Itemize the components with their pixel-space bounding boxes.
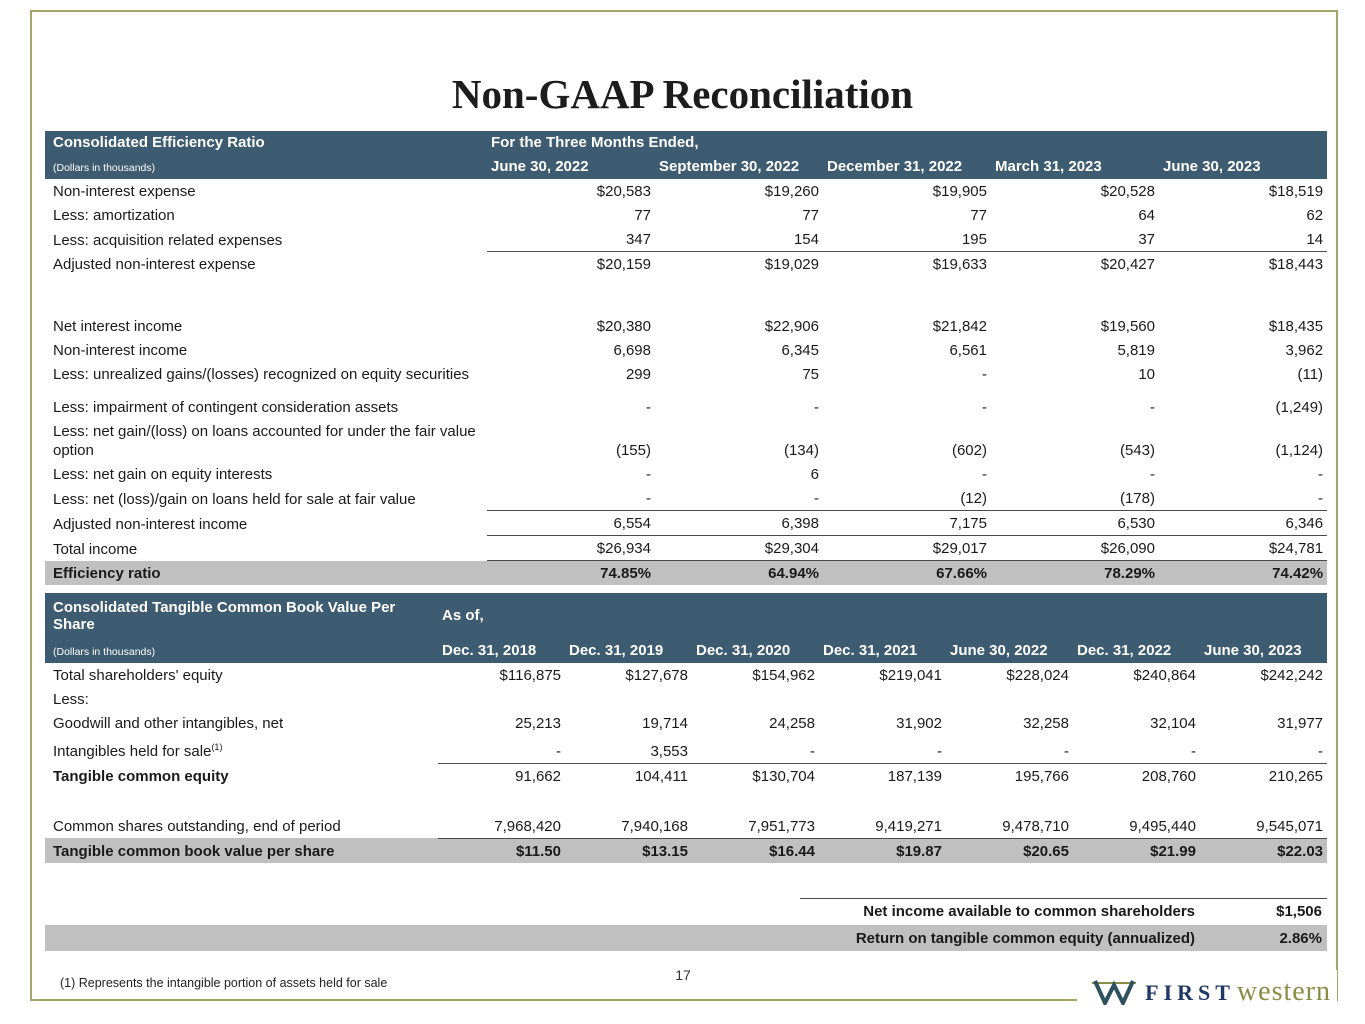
row-value: 210,265 (1268, 767, 1324, 785)
row-value: 208,760 (1141, 767, 1196, 785)
row-value: $228,024 (1006, 667, 1069, 684)
row-value: $16.44 (692, 838, 819, 863)
column-header: March 31, 2023 (991, 154, 1159, 179)
row-value: (1,249) (1275, 399, 1324, 416)
table-row (45, 419, 1327, 462)
row-label: Less: net (loss)/gain on loans held for sale at fair value (53, 490, 416, 508)
row-value: - (438, 735, 565, 763)
first-western-w-icon (1091, 979, 1137, 1005)
row-value: - (1200, 735, 1327, 763)
row-label: Intangibles held for sale$^{(1)}$ (53, 742, 223, 760)
row-value: 9,495,440 (1073, 814, 1200, 839)
column-header: Dec. 31, 2020 (692, 638, 819, 663)
row-value (946, 687, 1073, 711)
row-value: (134) (783, 442, 819, 459)
row-value: 6,345 (781, 342, 819, 359)
row-value: 6,554 (487, 511, 655, 536)
spacer-row (45, 788, 1327, 814)
row-label: Efficiency ratio (45, 561, 487, 586)
row-value: $242,242 (1260, 667, 1324, 684)
row-value: - (819, 735, 946, 763)
row-value: $127,678 (625, 667, 688, 684)
row-label: Total income (53, 540, 138, 558)
table-row (45, 486, 1327, 511)
row-value: $22,906 (764, 318, 819, 335)
rotce-value: 2.86% (1279, 929, 1322, 947)
table-row (45, 462, 1327, 486)
column-header: June 30, 2022 (946, 638, 1073, 663)
row-value: 104,411 (634, 767, 688, 785)
period-header: As of, (438, 593, 1327, 638)
row-value: 64.94% (655, 561, 823, 586)
row-value: $29,017 (823, 536, 991, 561)
row-value: $19,905 (932, 183, 987, 200)
row-value: 347 (487, 227, 655, 252)
row-value: 6,346 (1159, 511, 1327, 536)
table-row (45, 788, 1327, 814)
column-header-row (45, 154, 1327, 179)
row-value: 75 (802, 366, 819, 383)
row-value: - (487, 486, 655, 511)
row-value: $19,260 (764, 183, 819, 200)
row-value: 77 (970, 207, 987, 224)
row-value: 32,104 (1150, 715, 1196, 732)
table-row (45, 252, 1327, 277)
row-value: 74.85% (487, 561, 655, 586)
row-value: $130,704 (752, 767, 815, 785)
row-label: Less: net gain/(loss) on loans accounted for under the fair value option (53, 423, 476, 459)
row-label: Adjusted non-interest income (53, 515, 248, 533)
row-value: - (1150, 399, 1155, 416)
row-value: 6,561 (949, 342, 987, 359)
row-label: Tangible common equity (53, 767, 229, 785)
row-value: 14 (1159, 227, 1327, 252)
efficiency-ratio-table (45, 131, 1327, 585)
column-header-row (45, 638, 1327, 663)
row-value: 195 (823, 227, 991, 252)
row-value: 62 (1306, 207, 1324, 224)
row-label: Common shares outstanding, end of period (53, 818, 341, 835)
table-row (45, 687, 1327, 711)
row-value: 32,258 (1023, 715, 1069, 732)
row-value: $29,304 (655, 536, 823, 561)
row-value: $11.50 (438, 838, 565, 863)
footnote: (1) Represents the intangible portion of assets held for sale (60, 976, 388, 990)
row-value (819, 687, 946, 711)
logo-text-western: western (1236, 976, 1331, 1007)
row-value: 9,478,710 (946, 814, 1073, 839)
column-header: Dec. 31, 2018 (438, 638, 565, 663)
row-value: - (1159, 486, 1327, 511)
row-value: $21,842 (932, 318, 987, 335)
row-label: Less: acquisition related expenses (53, 231, 283, 249)
net-income-value: $1,506 (1276, 903, 1322, 920)
row-label: Less: unrealized gains/(losses) recognized on equity securities (53, 366, 470, 383)
table-row (45, 203, 1327, 227)
column-header: June 30, 2023 (1159, 154, 1327, 179)
row-value: 6,698 (613, 342, 651, 359)
row-value: - (1150, 466, 1155, 483)
row-value: $18,443 (1268, 256, 1324, 273)
row-value: (1,124) (1275, 442, 1324, 459)
row-value: $20,583 (596, 183, 651, 200)
period-header: For the Three Months Ended, (487, 131, 1327, 154)
units-label: (Dollars in thousands) (45, 638, 438, 663)
row-value: $19,560 (1100, 318, 1155, 335)
row-value: $22.03 (1200, 838, 1327, 863)
table-row (45, 561, 1327, 586)
row-value: 19,714 (642, 715, 688, 732)
row-value: $20,427 (1100, 256, 1155, 273)
row-value: 74.42% (1159, 561, 1327, 586)
table-row (45, 362, 1327, 386)
column-header: Dec. 31, 2019 (565, 638, 692, 663)
table-header-row (45, 131, 1327, 154)
row-value: 7,951,773 (692, 814, 819, 839)
net-income-row (45, 898, 1327, 924)
row-value: - (646, 399, 651, 416)
row-value: 6 (810, 466, 819, 483)
column-header: September 30, 2022 (655, 154, 823, 179)
row-label: Adjusted non-interest expense (53, 256, 256, 273)
table-row (45, 386, 1327, 419)
table-row (45, 338, 1327, 362)
row-value (438, 687, 565, 711)
table-title: Consolidated Tangible Common Book Value Per Share (45, 593, 438, 638)
row-value: 31,977 (1277, 715, 1324, 732)
row-value: 299 (625, 366, 651, 383)
row-value: (178) (991, 486, 1159, 511)
row-value: 67.66% (823, 561, 991, 586)
row-value: $154,962 (752, 667, 815, 684)
row-label: Less: amortization (53, 207, 175, 224)
rotce-label: Return on tangible common equity (annualized) (855, 929, 1195, 947)
row-value: $19.87 (819, 838, 946, 863)
table-row (45, 838, 1327, 863)
company-logo (1077, 970, 1337, 1014)
row-value: 195,766 (1014, 767, 1069, 785)
row-value: - (814, 399, 819, 416)
row-value: $20.65 (946, 838, 1073, 863)
row-value: 77 (802, 207, 819, 224)
row-value: 37 (991, 227, 1159, 252)
row-value: 25,213 (515, 715, 561, 732)
column-header: Dec. 31, 2022 (1073, 638, 1200, 663)
row-value: $20,380 (596, 318, 651, 335)
table-row (45, 511, 1327, 536)
units-label: (Dollars in thousands) (45, 154, 487, 179)
row-value: $116,875 (499, 667, 561, 684)
row-value: $26,934 (487, 536, 655, 561)
row-value: - (982, 466, 987, 483)
table-row (45, 179, 1327, 203)
row-value: - (1073, 735, 1200, 763)
row-value (692, 687, 819, 711)
row-value: $18,519 (1268, 183, 1324, 200)
table-row (45, 814, 1327, 839)
row-value (565, 687, 692, 711)
row-value (1073, 687, 1200, 711)
row-value: $24,781 (1159, 536, 1327, 561)
table-row (45, 314, 1327, 338)
table-row (45, 763, 1327, 788)
book-value-table (45, 593, 1327, 863)
row-value: $19,633 (932, 256, 987, 273)
row-value: $20,159 (596, 256, 651, 273)
row-label: Less: net gain on equity interests (53, 466, 273, 483)
row-value: $19,029 (764, 256, 819, 273)
column-header: June 30, 2023 (1200, 638, 1327, 663)
row-value: 187,139 (887, 767, 942, 785)
row-value: 10 (1138, 366, 1155, 383)
column-header: June 30, 2022 (487, 154, 655, 179)
page-title: Non-GAAP Reconciliation (451, 71, 914, 117)
row-value: $26,090 (991, 536, 1159, 561)
row-label: Net interest income (53, 318, 183, 335)
table-row (45, 276, 1327, 314)
row-value: (12) (823, 486, 991, 511)
row-label: Tangible common book value per share (45, 838, 438, 863)
row-label: Less: (53, 691, 89, 708)
row-label: Less: impairment of contingent consideration assets (53, 399, 399, 416)
column-header: December 31, 2022 (823, 154, 991, 179)
table-row (45, 536, 1327, 561)
row-value: 7,940,168 (565, 814, 692, 839)
row-value: 9,545,071 (1200, 814, 1327, 839)
row-label: Non-interest income (53, 342, 188, 359)
row-value: - (982, 366, 987, 383)
row-label: Non-interest expense (53, 183, 196, 200)
row-value: - (646, 466, 651, 483)
table-header-row (45, 593, 1327, 638)
table-row (45, 663, 1327, 687)
spacer-row (45, 276, 1327, 314)
row-value: 154 (655, 227, 823, 252)
row-value (1200, 687, 1327, 711)
table-row (45, 711, 1327, 735)
row-value: 6,530 (991, 511, 1159, 536)
net-income-inner (800, 898, 1327, 924)
row-value: 24,258 (769, 715, 815, 732)
row-value: (543) (1119, 442, 1155, 459)
row-value: (11) (1297, 366, 1324, 383)
row-value: 5,819 (1117, 342, 1155, 359)
row-value: $18,435 (1268, 318, 1324, 335)
row-value: - (692, 735, 819, 763)
row-value: 3,962 (1285, 342, 1324, 359)
table-title: Consolidated Efficiency Ratio (45, 131, 487, 154)
logo-text-first: FIRST (1145, 980, 1235, 1005)
row-value: $219,041 (879, 667, 942, 684)
table-row (45, 227, 1327, 252)
summary-section (45, 898, 1327, 952)
table-row (45, 735, 1327, 763)
row-value: $240,864 (1133, 667, 1196, 684)
row-value: (602) (951, 442, 987, 459)
net-income-label: Net income available to common shareholders (863, 903, 1195, 920)
row-label: Total shareholders' equity (53, 667, 223, 684)
row-value: 9,419,271 (819, 814, 946, 839)
row-value: 77 (634, 207, 651, 224)
row-value: $20,528 (1100, 183, 1155, 200)
row-value: - (946, 735, 1073, 763)
row-value: (155) (615, 442, 651, 459)
row-value: $13.15 (565, 838, 692, 863)
column-header: Dec. 31, 2021 (819, 638, 946, 663)
row-value: - (655, 486, 823, 511)
row-value: 3,553 (565, 735, 692, 763)
row-value: - (982, 399, 987, 416)
row-value: 6,398 (655, 511, 823, 536)
row-value: 7,968,420 (438, 814, 565, 839)
row-value: 64 (1138, 207, 1155, 224)
page-number: 17 (675, 967, 691, 983)
row-label: Goodwill and other intangibles, net (53, 715, 284, 732)
rotce-row (45, 925, 1327, 951)
row-value: 78.29% (991, 561, 1159, 586)
row-value: 31,902 (896, 715, 942, 732)
row-value: 7,175 (823, 511, 991, 536)
row-value: - (1318, 466, 1324, 483)
row-value: 91,662 (515, 767, 561, 785)
row-value: $21.99 (1073, 838, 1200, 863)
